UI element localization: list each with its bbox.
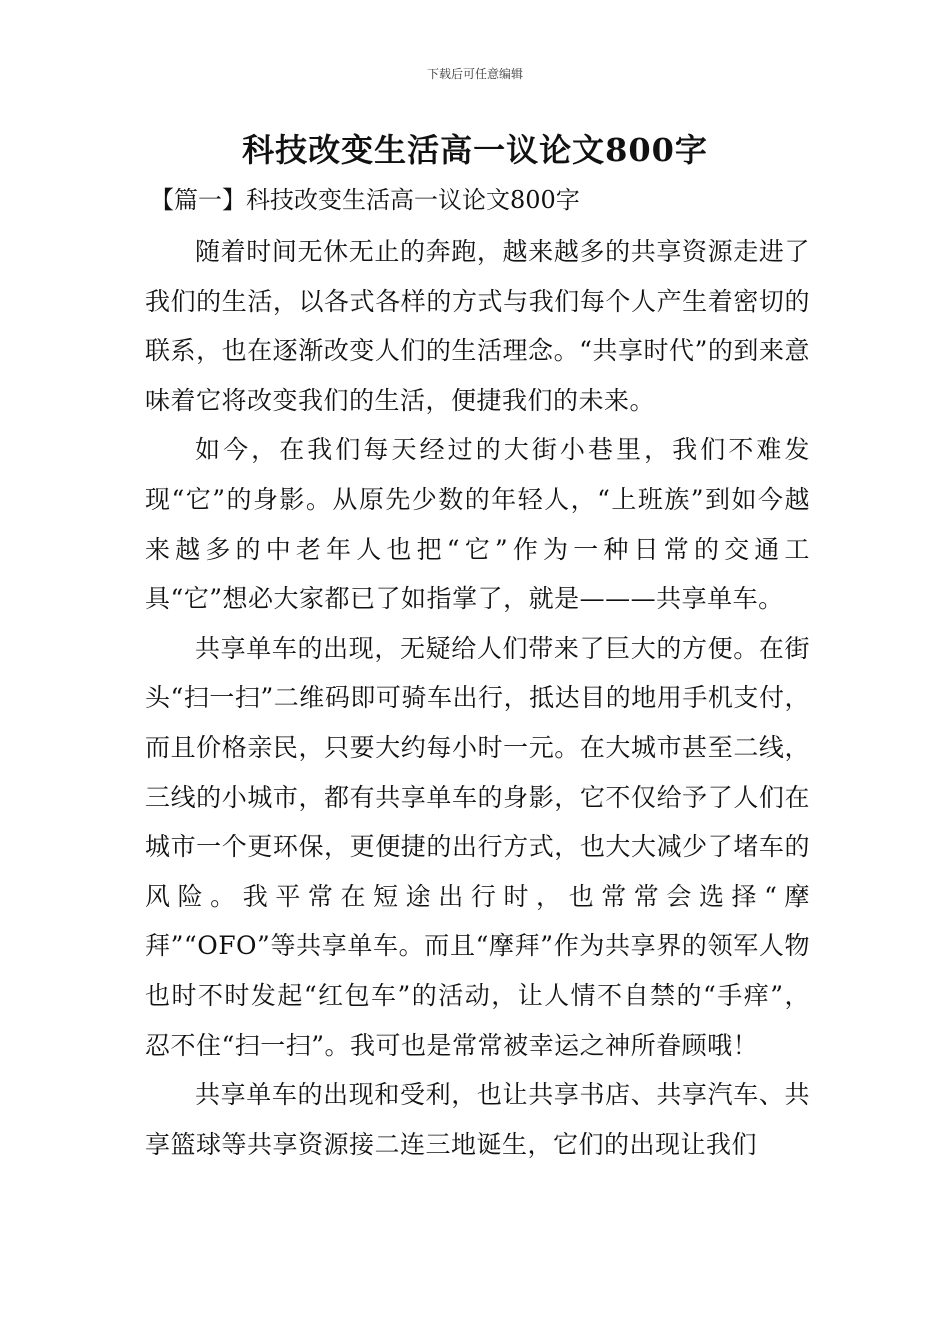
paragraph: 如今，在我们每天经过的大街小巷里，我们不难发现“它”的身影。从原先少数的年轻人，“上班族”到如今越来越多的中老年人也把“它”作为一种日常的交通工具“它”想必大家都已了如指掌了，就是———共享单车。 <box>145 435 810 614</box>
paragraph: 随着时间无休无止的奔跑，越来越多的共享资源走进了我们的生活，以各式各样的方式与我们每个人产生着密切的联系，也在逐渐改变人们的生活理念。“共享时代”的到来意味着它将改变我们的生活，便捷我们的未来。 <box>145 237 810 415</box>
document-title: 科技改变生活高一议论文800字 <box>242 131 708 169</box>
header-note: 下载后可任意编辑 <box>426 67 523 81</box>
paragraph: 共享单车的出现，无疑给人们带来了巨大的方便。在街头“扫一扫”二维码即可骑车出行，抵达目的地用手机支付，而且价格亲民，只要大约每小时一元。在大城市甚至二线，三线的小城市，都有共享单车的身影，它不仅给予了人们在城市一个更环保，更便捷的出行方式，也大大减少了堵车的风险。我平常在短途出行时，也常常会选择“摩拜”“OFO”等共享单车。而且“摩拜”作为共享界的领军人物也时不时发起“红包车”的活动，让人情不自禁的“手痒”，忍不住“扫一扫”。我可也是常常被幸运之神所眷顾哦！ <box>145 633 810 1060</box>
article-body <box>145 227 810 1169</box>
paragraph: 共享单车的出现和受利，也让共享书店、共享汽车、共享篮球等共享资源接二连三地诞生，它们的出现让我们 <box>145 1080 810 1159</box>
section-heading: 【篇一】科技改变生活高一议论文800字 <box>150 186 580 214</box>
